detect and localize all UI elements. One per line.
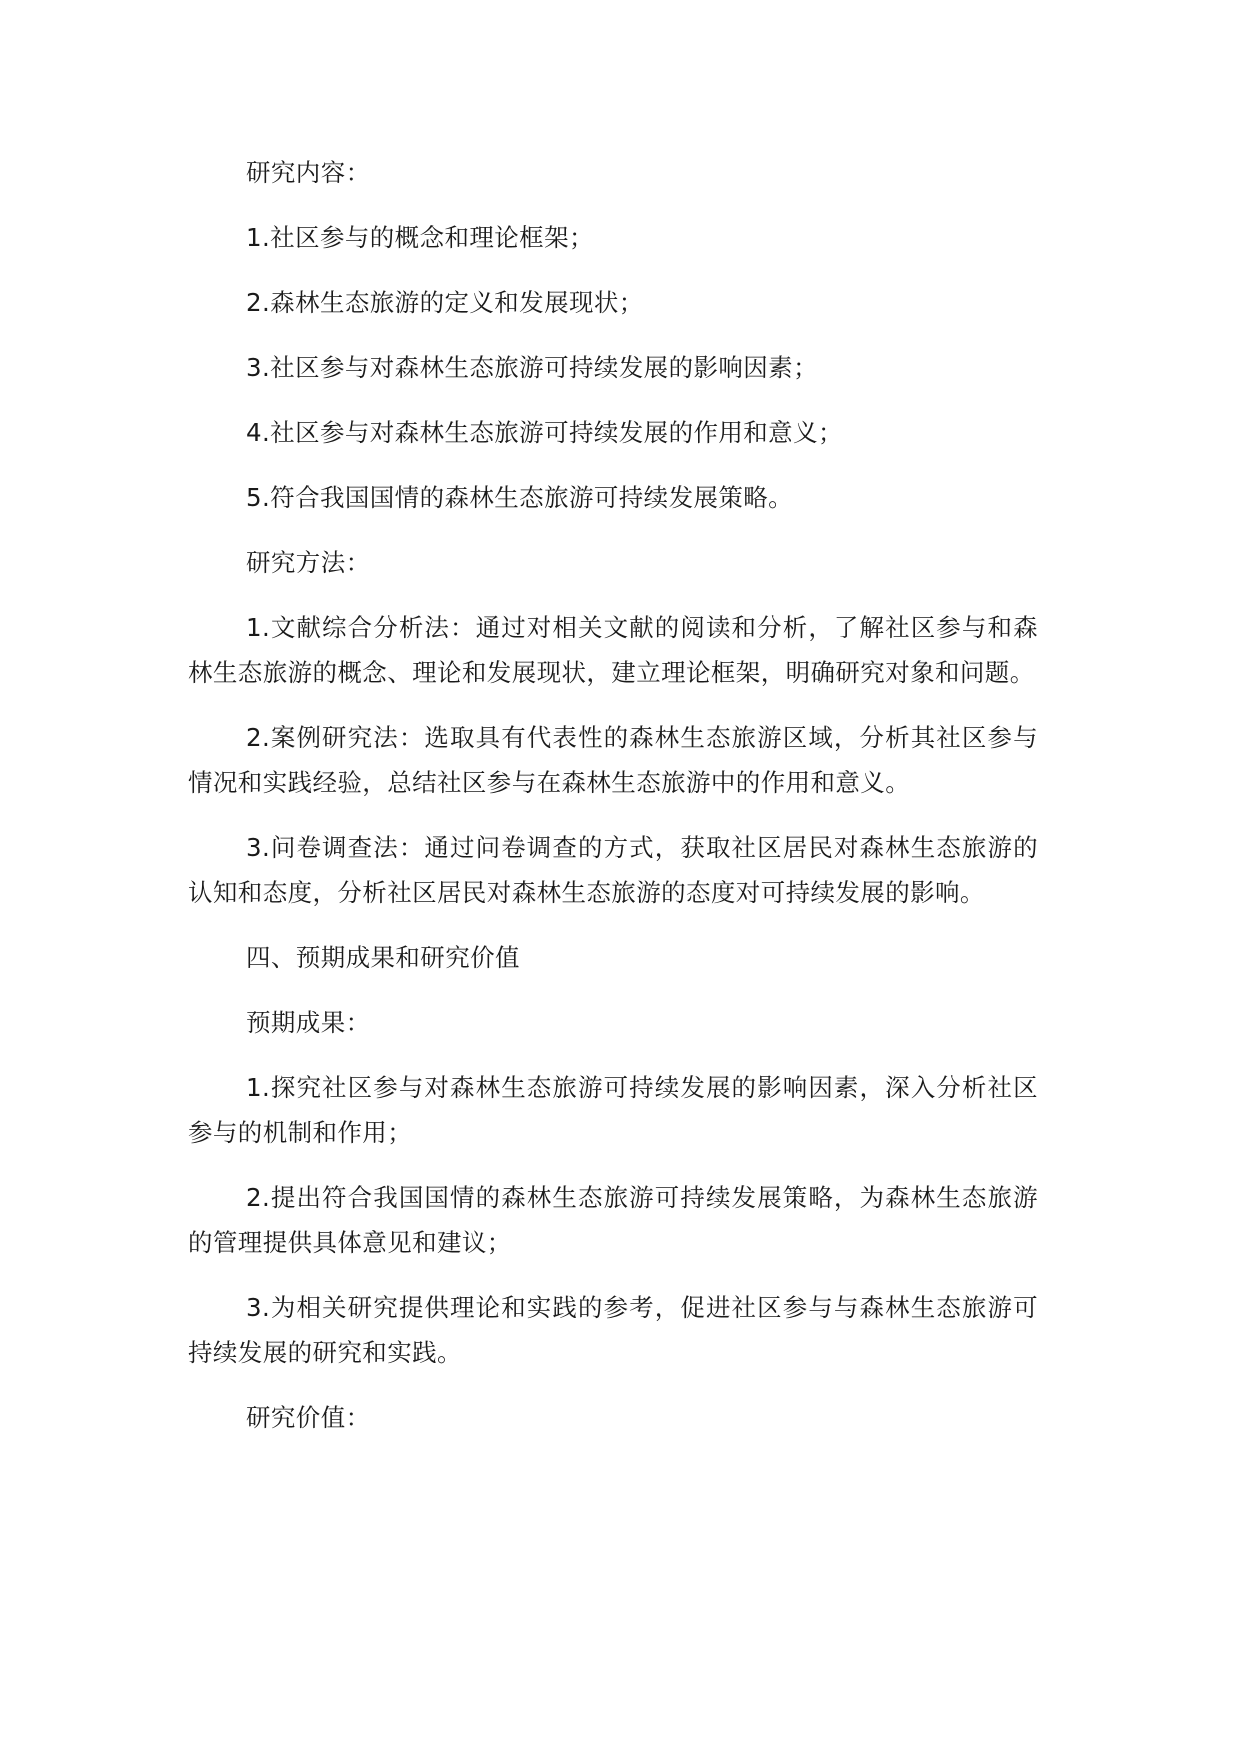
result-paragraph: 3.为相关研究提供理论和实践的参考，促进社区参与与森林生态旅游可持续发展的研究和实践。 <box>188 1293 1038 1367</box>
list-item: 4.社区参与对森林生态旅游可持续发展的作用和意义； <box>246 418 843 447</box>
list-item: 2.森林生态旅游的定义和发展现状； <box>246 288 644 317</box>
method-paragraph: 3.问卷调查法：通过问卷调查的方式，获取社区居民对森林生态旅游的认知和态度，分析社区居民对森林生态旅游的态度对可持续发展的影响。 <box>188 833 1038 907</box>
result-paragraph: 2.提出符合我国国情的森林生态旅游可持续发展策略，为森林生态旅游的管理提供具体意见和建议； <box>188 1183 1038 1257</box>
list-item: 5.符合我国国情的森林生态旅游可持续发展策略。 <box>246 483 794 512</box>
section-heading: 四、预期成果和研究价值 <box>246 943 520 972</box>
result-paragraph: 1.探究社区参与对森林生态旅游可持续发展的影响因素，深入分析社区参与的机制和作用； <box>188 1073 1038 1147</box>
method-paragraph: 2.案例研究法：选取具有代表性的森林生态旅游区域，分析其社区参与情况和实践经验，总结社区参与在森林生态旅游中的作用和意义。 <box>188 723 1038 797</box>
list-item: 3.社区参与对森林生态旅游可持续发展的影响因素； <box>246 353 818 382</box>
document-body <box>188 150 1038 1460</box>
section-label-expected-results: 预期成果： <box>246 1008 371 1037</box>
section-label-research-content: 研究内容： <box>246 158 371 187</box>
section-label-research-value: 研究价值： <box>246 1403 371 1432</box>
section-label-research-methods: 研究方法： <box>246 548 371 577</box>
list-item: 1.社区参与的概念和理论框架； <box>246 223 594 252</box>
method-paragraph: 1.文献综合分析法：通过对相关文献的阅读和分析，了解社区参与和森林生态旅游的概念、理论和发展现状，建立理论框架，明确研究对象和问题。 <box>188 613 1038 687</box>
